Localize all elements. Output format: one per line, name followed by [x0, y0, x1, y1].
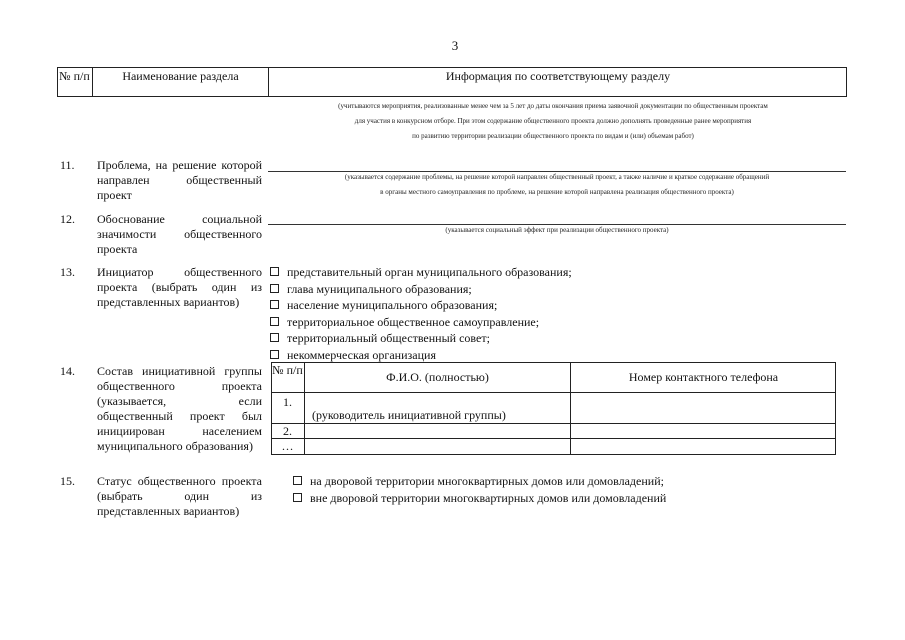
- table-divider: [271, 392, 836, 393]
- option-label: вне дворовой территории многоквартирных домов или домовладений: [310, 490, 667, 505]
- note-line: для участия в конкурсном отборе. При этом содержание общественного проекта должно дополнять проведенные ранее мероприятия: [354, 117, 752, 125]
- option-label: территориальный общественный совет;: [287, 331, 490, 345]
- checkbox[interactable]: [270, 333, 279, 342]
- table-row-num: 2.: [283, 424, 292, 438]
- option-row[interactable]: [270, 281, 572, 298]
- option-label: территориальное общественное самоуправление;: [287, 314, 540, 329]
- option-label: некоммерческая организация: [287, 347, 436, 362]
- option-row[interactable]: [270, 314, 572, 331]
- row-11-title: Проблема, на решение которой направлен общественный проект: [97, 158, 262, 202]
- checkbox[interactable]: [270, 350, 279, 359]
- option-label: на дворовой территории многоквартирных домов или домовладений;: [310, 474, 664, 488]
- table-divider: [271, 438, 836, 439]
- note-line: (учитываются мероприятия, реализованные менее чем за 5 лет до даты окончания приема заявочной документации по общественным проектам: [338, 102, 768, 110]
- option-row[interactable]: [270, 347, 572, 364]
- note-line: в органы местного самоуправления по проблеме, на решение которой направлена реализация общественного проекта): [380, 188, 734, 196]
- checkbox[interactable]: [293, 493, 302, 502]
- row-13-title: Инициатор общественного проекта (выбрать один из представленных вариантов): [97, 265, 262, 309]
- option-row[interactable]: [293, 473, 666, 490]
- option-row[interactable]: [270, 264, 572, 281]
- table-col-phone: Номер контактного телефона: [628, 370, 779, 384]
- status-options: [293, 473, 666, 506]
- option-row[interactable]: [270, 330, 572, 347]
- option-row[interactable]: [270, 297, 572, 314]
- header-col-name: Наименование раздела: [122, 69, 239, 83]
- row-12-note: (указывается социальный эффект при реализации общественного проекта): [445, 226, 669, 234]
- note-line: (указывается содержание проблемы, на решение которой направлен общественный проект, а также наличие и краткое содержание обращений: [344, 173, 770, 181]
- table-row-fio[interactable]: (руководитель инициативной группы): [312, 408, 506, 422]
- row-11-note: [268, 172, 846, 198]
- table-row-num: 1.: [283, 395, 292, 409]
- table-col-num: № п/п: [272, 363, 303, 377]
- table-divider: [271, 423, 836, 424]
- row-15-number: 15.: [60, 474, 75, 488]
- row-15-title: Статус общественного проекта (выбрать один из представленных вариантов): [97, 474, 262, 518]
- page-number: 3: [451, 38, 459, 53]
- row-12-number: 12.: [60, 212, 75, 226]
- note-line: по развитию территории реализации общественного проекта по видам и (или) объемам работ): [412, 132, 694, 140]
- row-14-number: 14.: [60, 364, 75, 378]
- option-label: представительный орган муниципального образования;: [287, 265, 572, 279]
- row-14-title: Состав инициативной группы общественного проекта (указывается, если общественный проект был инициирован населением муниципального образования): [97, 364, 262, 453]
- header-col-num: № п/п: [59, 69, 90, 83]
- checkbox[interactable]: [270, 300, 279, 309]
- checkbox[interactable]: [293, 476, 302, 485]
- header-col-info: Информация по соответствующему разделу: [445, 69, 671, 83]
- row-11-number: 11.: [60, 158, 75, 172]
- checkbox[interactable]: [270, 284, 279, 293]
- initiator-options: [270, 264, 572, 363]
- table-row-num: …: [281, 439, 294, 453]
- checkbox[interactable]: [270, 267, 279, 276]
- option-label: население муниципального образования;: [287, 298, 498, 312]
- option-row[interactable]: [293, 490, 666, 507]
- continuation-note: [268, 99, 838, 144]
- row-12-title: Обоснование социальной значимости общественного проекта: [97, 212, 262, 256]
- row-13-number: 13.: [60, 265, 75, 279]
- checkbox[interactable]: [270, 317, 279, 326]
- table-col-fio: Ф.И.О. (полностью): [386, 370, 489, 384]
- option-label: глава муниципального образования;: [287, 281, 472, 296]
